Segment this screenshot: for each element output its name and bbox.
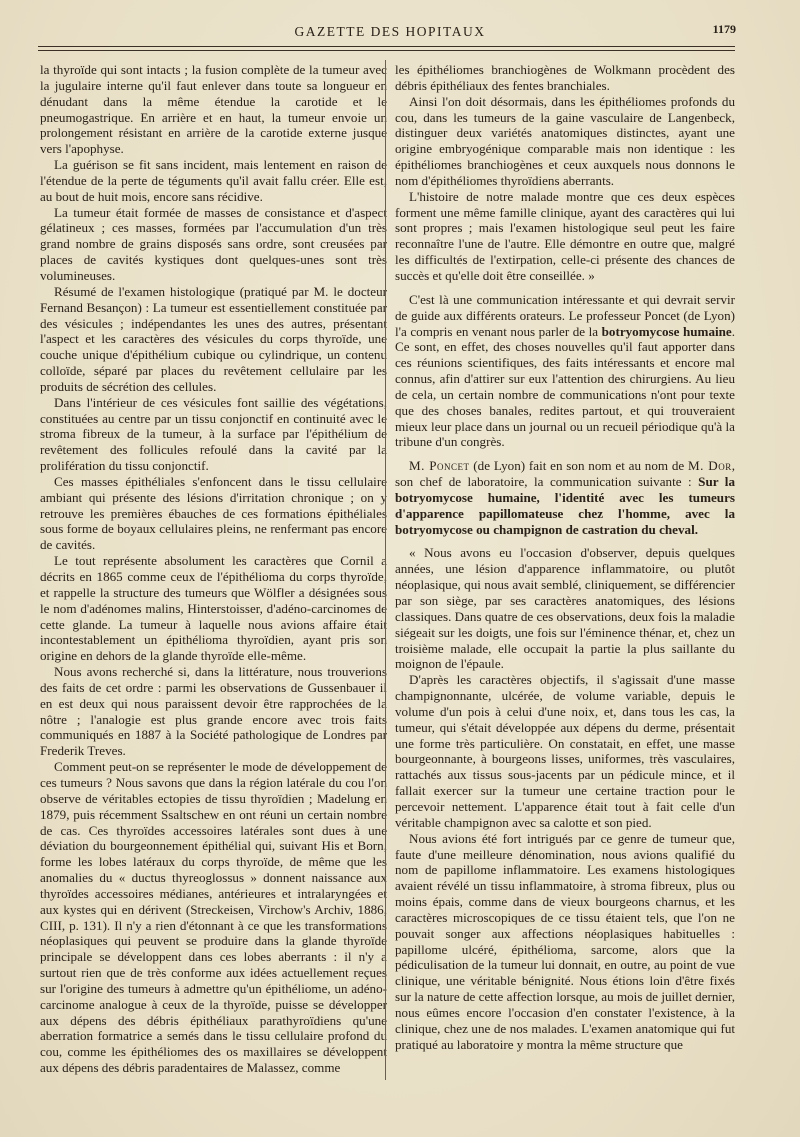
right-column <box>395 62 735 1052</box>
bold-term: botryomycose humaine <box>601 323 732 339</box>
paragraph: Comment peut-on se représenter le mode de développement de ces tumeurs ? Nous savons que dans la région latérale du cou l'on observe de véritables ectopies de tissu thyroïdien ; Madelung en 1879, puis récemment Ssaltschew en ont réuni un certain nombre de cas. Ces thyroïdes accessoires latérales sont dues à une déviation du bourgeonnement épithélial qui, suivant His et Born, forme les lobes latéraux du corps thyroïde, de même que les anomalies du « ductus thyreoglossus » donnent naissance aux thyroïdes accessoires médianes, antérieures et intralaryngées et aux kystes qui en dérivent (Streckeisen, Virchow's Archiv, 1886, CIII, p. 131). Il n'y a rien d'étonnant à ce que les transformations néoplasiques qui peuvent se produire dans la glande thyroïde principale se développent dans ces lobes aberrants : il n'y a surtout rien que de très conforme aux idées actuellement reçues sur l'origine des tumeurs à admettre qu'un épithéliome, un adéno-carcinome analogue à ceux de la thyroïde, puisse se développer aux dépens des débris épithéliaux parathyroïdiens qu'une aberration formatrice a semés dans le tissu cellulaire profond du cou, comme les épithéliomes des os maxillaires se développent aux dépens des débris paradentaires de Malassez, comme <box>40 759 387 1076</box>
paragraph: Ainsi l'on doit désormais, dans les épithéliomes profonds du cou, dans les tumeurs de la gaine vasculaire de Langenbeck, distinguer deux variétés anatomiques distinctes, ayant une origine embryogénique comparable mais non identique : les épithéliomes branchiogènes et ceux auxquels nous donnons le nom d'épithéliomes thyroïdiens aberrants. <box>395 93 735 188</box>
paragraph: Dans l'intérieur de ces vésicules font saillie des végétations, constituées au centre par un tissu conjonctif en continuité avec le stroma fibreux de la tumeur, à la surface par l'épithélium de revêtement des follicules refoulé dans la cavité par la prolifération du tissu conjonctif. <box>40 394 387 474</box>
paragraph: C'est là une communication intéressante et qui devrait servir de guide aux différents orateurs. Le professeur Poncet (de Lyon) l'a compris en venant nous parler de la botryomycose humaine. Ce sont, en effet, des choses nouvelles qu'il faut apporter dans ces réunions scientifiques, des faits intéressants et encore mal connus, afin d'attirer sur eux l'attention des chirurgiens. Au lieu de cela, un certain nombre de communications n'ont pour texte que des choses banales, redites partout, et qui trouveraient mieux leur place dans un journal ou un recueil périodique qu'à la tribune d'un congrès. <box>395 291 736 450</box>
paragraph: les épithéliomes branchiogènes de Wolkmann procèdent des débris épithéliaux des fentes branchiales. <box>395 62 735 93</box>
paragraph: L'histoire de notre malade montre que ces deux espèces forment une même famille clinique, ayant des caractères qui lui sont propres ; mais l'examen histologique seul peut les faire reconnaître l'une de l'autre. Elle démontre en outre que, malgré les difficultés de l'extirpation, celle-ci présente des chances de succès et qu'elle doit être conseillée. » <box>395 188 735 283</box>
paragraph: Le tout représente absolument les caractères que Cornil a décrits en 1865 comme ceux de l'épithélioma du corps thyroïde, et rappelle la structure des tumeurs que Wölfler a désignées sous le nom d'adénomes malins, Hinterstoisser, d'adéno-carcinomes de cette glande. La tumeur à laquelle nous avions affaire était incontestablement un épithélioma thyroïdien, ayant pris son origine en dehors de la glande thyroïde elle-même. <box>40 553 387 664</box>
header-rule-thin <box>38 50 735 51</box>
paragraph: La tumeur était formée de masses de consistance et d'aspect gélatineux ; ces masses, formées par l'accumulation d'un très grand nombre de grains disposés sans ordre, sont creusées par places de cavités kystiques dont quelques-unes sont très volumineuses. <box>40 204 387 283</box>
journal-title: GAZETTE DES HOPITAUX <box>294 24 486 39</box>
communication-heading: M. Poncet (de Lyon) fait en son nom et au nom de M. Dor, son chef de laboratoire, la communication suivante : Sur la botryomycose humaine, l'identité avec les tumeurs d'apparence papillomateuse chez l'homme, avec la botryomycose ou champignon de castration du cheval. <box>395 458 735 537</box>
column-divider <box>385 60 386 1080</box>
speaker-name: M. Poncet <box>409 458 470 474</box>
paragraph: D'après les caractères objectifs, il s'agissait d'une masse champignonnante, ulcérée, de volume variable, depuis le volume d'un pois à celui d'une noix, et, dans tous les cas, la tumeur, qui s'était développée aux dépens du derme, présentait une forme très particulière. On constatait, en effet, une masse bourgeonnante, à bourgeons lisses, uniformes, très vasculaires, rattachés aux tissus sous-jacents par un pédicule mince, et il fallait exercer sur la tumeur une certaine traction pour le percevoir nettement. L'apparence était tout à fait celle d'un véritable champignon avec sa calotte et son pied. <box>395 672 735 830</box>
paragraph: la thyroïde qui sont intacts ; la fusion complète de la tumeur avec la jugulaire interne qu'il faut enlever dans toute sa longueur en dénudant dans la même étendue la carotide et le pneumogastrique. En arrière et en haut, la tumeur envoie un prolongement résistant en arrière de la carotide externe jusque vers l'apophyse. <box>40 62 387 157</box>
communication-title: Sur la botryomycose humaine, l'identité avec les tumeurs d'apparence papillomateuse chez l'homme, avec la botryomycose ou champignon de castration du cheval. <box>395 474 735 537</box>
paragraph: Nous avions été fort intrigués par ce genre de tumeur que, faute d'une meilleure dénomination, nous avions qualifié du nom de papillome inflammatoire. Les examens histologiques avaient révélé un tissu inflammatoire, à stroma fibreux, plus ou moins épais, comme dans de vieux bourgeons charnus, et les caractères microscopiques de ce tissu étaient tels, que l'on ne pouvait songer aux affections néoplasiques habituelles : papillome ulcéré, épithélioma, sarcome, alors que la pédiculisation de la tumeur lui donnait, en outre, au point de vue clinique, une véritable bénignité. Nous étions loin d'être fixés sur la nature de cette affection lorsque, au mois de juillet dernier, nous eûmes encore l'occasion d'en constater l'existence, à la clinique, chez une de nos malades. L'examen anatomique qui fut pratiqué au laboratoire y montra la même structure que <box>395 830 735 1052</box>
left-column <box>40 62 387 1076</box>
paragraph: Résumé de l'examen histologique (pratiqué par M. le docteur Fernand Besançon) : La tumeur est essentiellement constituée par des vésicules ; indépendantes les unes des autres, présentant l'aspect et les caractères des vésicules du corps thyroïde, une couche unique d'épithélium cubique ou cylindrique, un contenu colloïde, séparé par places du revêtement cellulaire par les produits de sécrétion des cellules. <box>40 283 387 394</box>
page-number: 1179 <box>712 22 736 36</box>
paragraph: La guérison se fit sans incident, mais lentement en raison de l'étendue de la perte de téguments qu'il avait fallu créer. Elle est, au bout de huit mois, encore sans récidive. <box>40 157 387 204</box>
paragraph: Ces masses épithéliales s'enfoncent dans le tissu cellulaire ambiant qui présente des lésions d'irritation chronique ; on y retrouve les premières ébauches de ces formations épithéliales sous forme de boyaux cellulaires pleins, ne renfermant pas encore de cavités. <box>40 473 387 553</box>
paragraph: « Nous avons eu l'occasion d'observer, depuis quelques années, une lésion d'apparence inflammatoire, ou plutôt néoplasique, qui nous avait semblé, cliniquement, se différencier par son siège, par ses caractères anatomiques, des lésions classiques. Dans quatre de ces observations, deux fois la maladie siégeait sur les doigts, une fois sur l'éminence thénar, et, chez un troisième malade, elle occupait la partie la plus saillante du moignon de l'épaule. <box>395 545 735 672</box>
speaker-name: M. Dor <box>688 458 732 474</box>
page-header <box>40 22 740 42</box>
paragraph: Nous avons recherché si, dans la littérature, nous trouverions des faits de cet ordre : parmi les observations de Gussenbauer il en est deux qui nous paraissent devoir être rapprochées de la nôtre ; l'analogie est plus grande encore avec trois faits communiqués en 1887 à la Société pathologique de Londres par Frederik Treves. <box>40 664 387 759</box>
header-rule-thick <box>38 46 735 47</box>
